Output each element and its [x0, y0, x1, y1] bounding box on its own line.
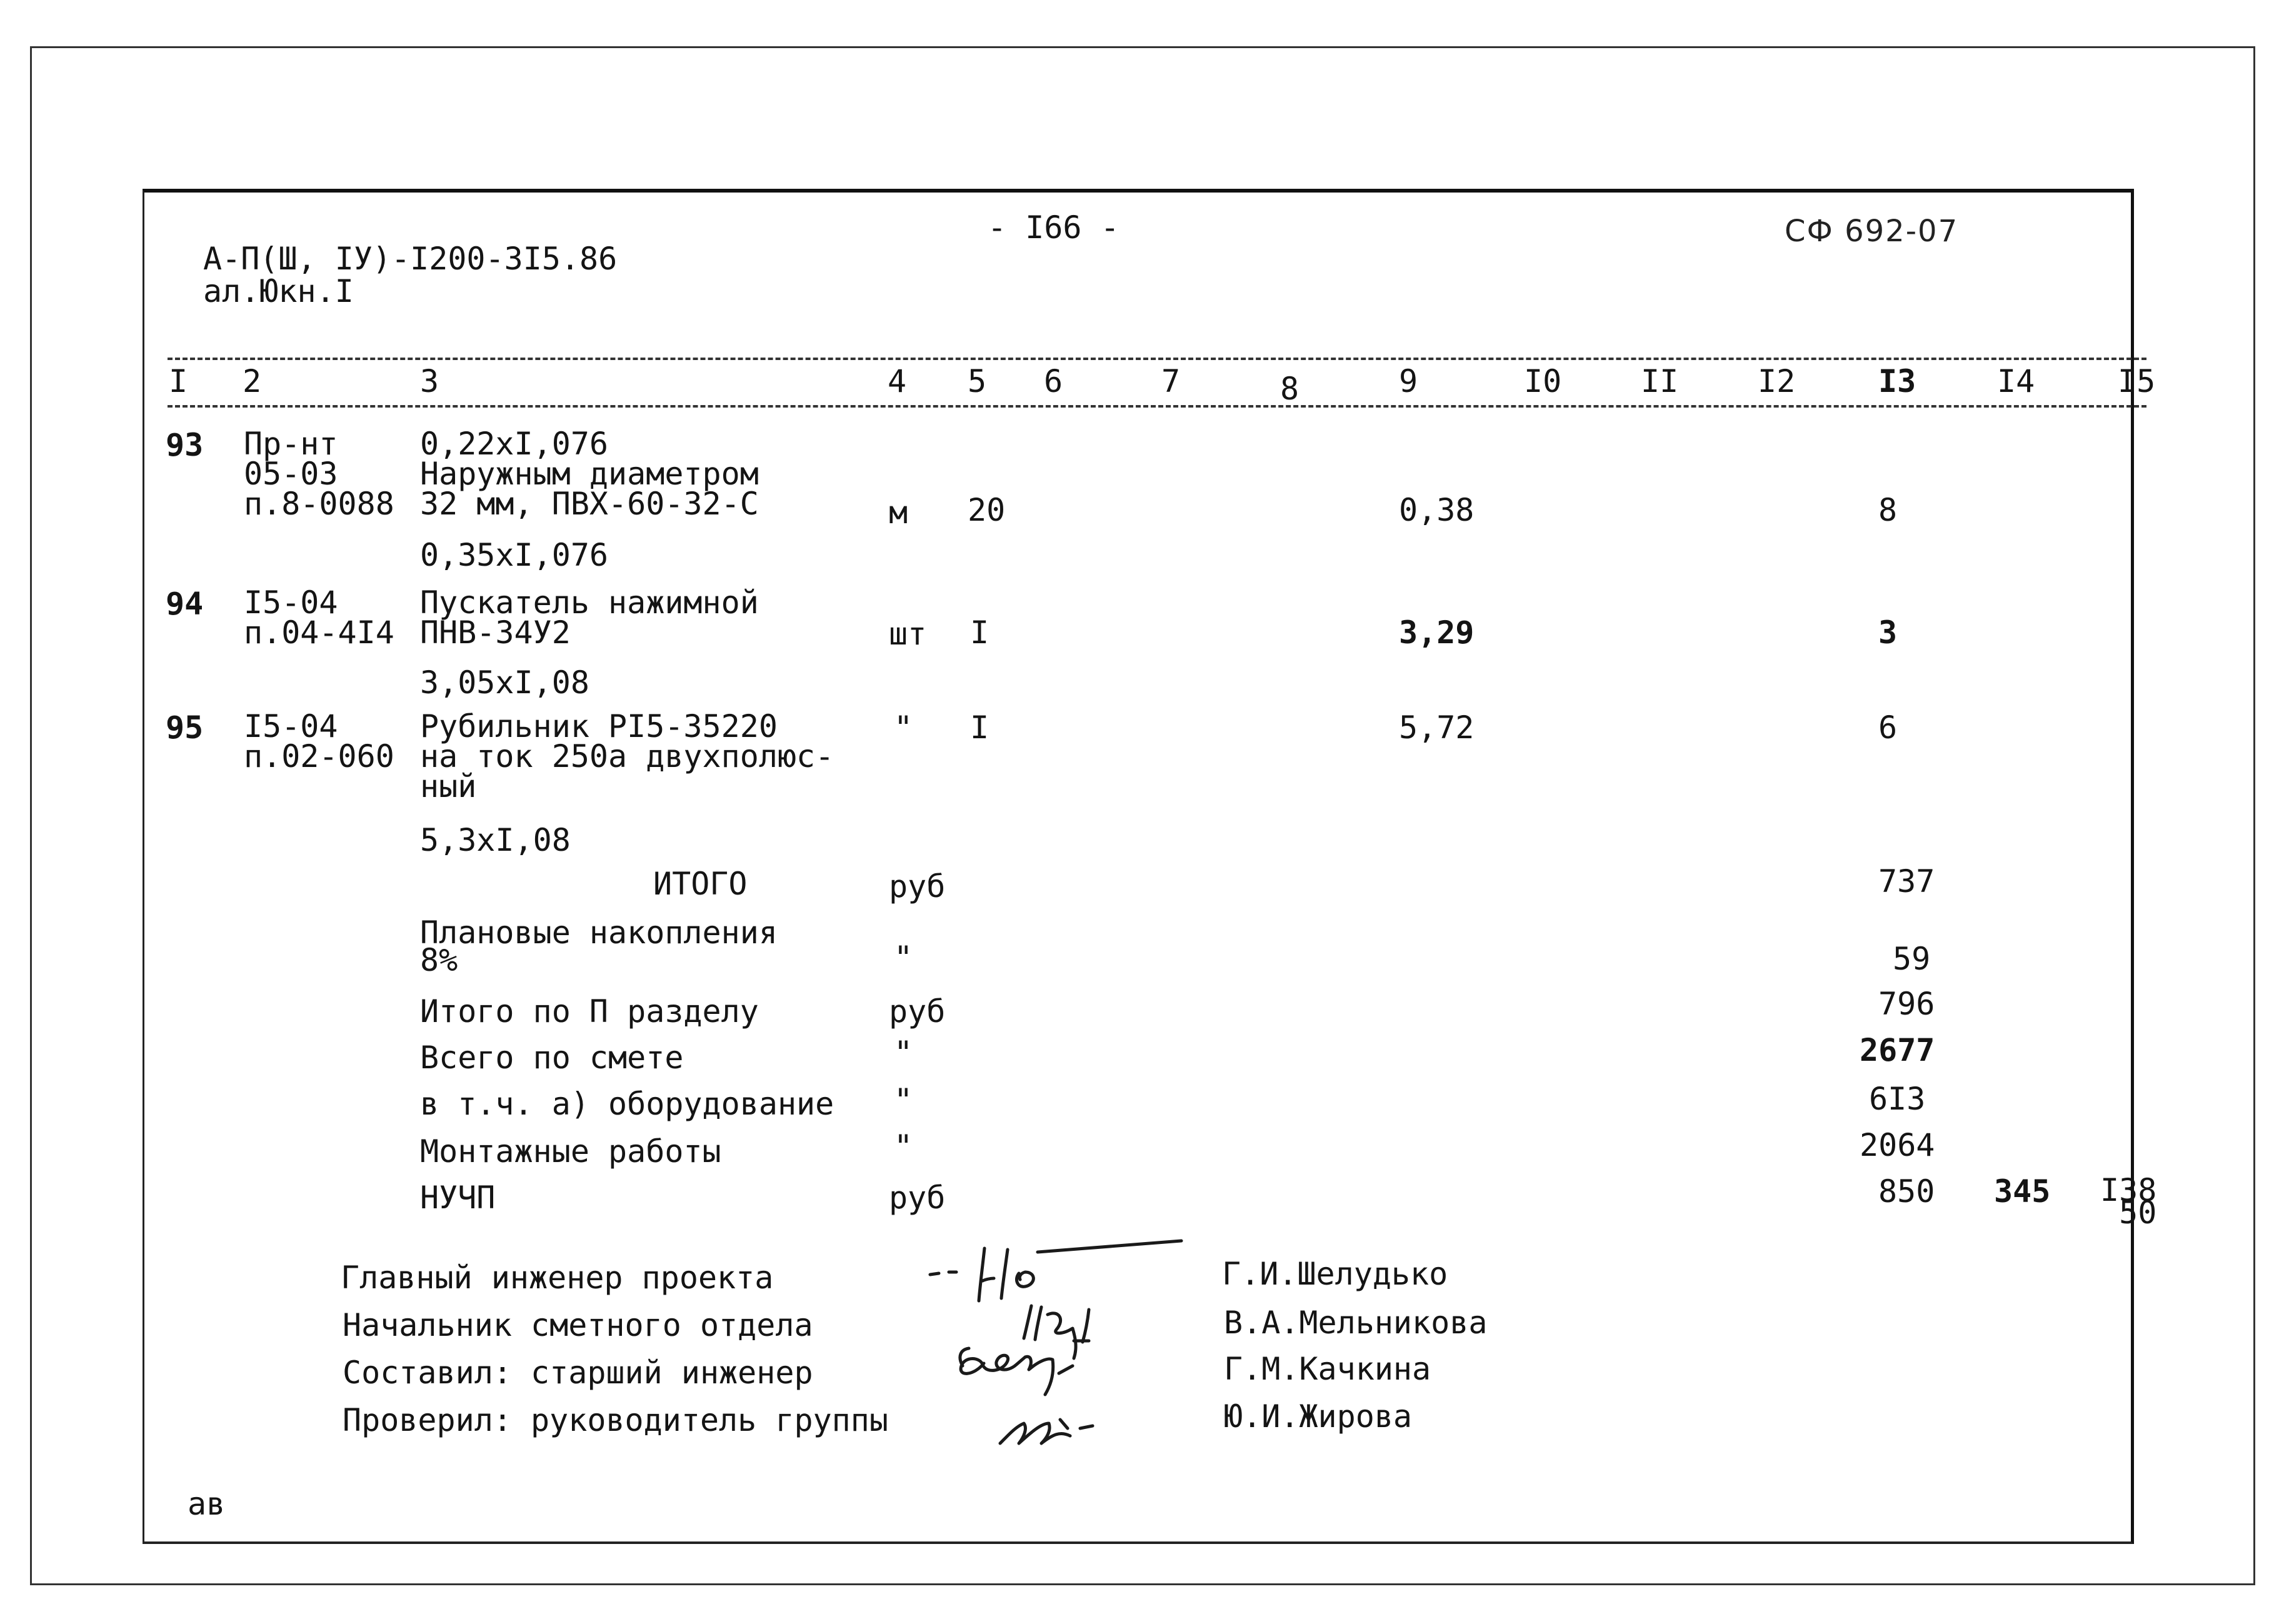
- header-rule-bottom: [168, 405, 2146, 408]
- col-header-9: 9: [1399, 363, 1418, 399]
- item-94-number: 94: [166, 586, 204, 622]
- signature-role-chief-engineer: Главный инженер проекта: [341, 1260, 774, 1296]
- item-93-name: 0,22хI,076 Наружным диаметром 32 мм, ПВХ-60-32-С: [420, 426, 759, 522]
- item-95-number: 95: [166, 709, 204, 746]
- total-nuchp-unit: руб: [889, 1180, 946, 1216]
- col-header-1: I: [169, 363, 188, 399]
- header-rule-top: [168, 358, 2146, 360]
- total-itogo-label: ИТОГО: [653, 866, 748, 902]
- item-93-code: Пр-нт 05-03 п.8-0088: [244, 426, 394, 522]
- doc-code: А-П(Ш, IУ)-I200-3I5.86: [203, 241, 618, 277]
- item-93-unit: м: [889, 494, 908, 531]
- item-93-total: 8: [1878, 492, 1898, 528]
- col-header-14: I4: [1997, 363, 2035, 399]
- total-section-label: Итого по П разделу: [420, 993, 759, 1030]
- item-94-total: 3: [1878, 614, 1898, 651]
- signature-role-checker: Проверил: руководитель группы: [343, 1402, 888, 1438]
- signature-name-checker: Ю.И.Жирова: [1224, 1398, 1413, 1435]
- signature-role-compiler: Составил: старший инженер: [343, 1355, 813, 1391]
- item-93-price: 0,38: [1399, 492, 1475, 528]
- total-estimate-value: 2677: [1860, 1032, 1935, 1068]
- col-header-12: I2: [1758, 363, 1796, 399]
- total-equipment-unit: ": [894, 1082, 913, 1118]
- col-header-2: 2: [243, 363, 262, 399]
- total-nuchp-col15: I38 50: [2100, 1172, 2157, 1231]
- item-95-qty: I: [970, 709, 989, 746]
- total-nuchp-col14: 345: [1994, 1173, 2051, 1210]
- total-equipment-label: в т.ч. а) оборудование: [420, 1086, 834, 1122]
- handwritten-signatures: [925, 1241, 1194, 1472]
- total-installation-value: 2064: [1860, 1127, 1935, 1163]
- signature-role-estimate-head: Начальник сметного отдела: [343, 1307, 813, 1343]
- album-number: ал.Юкн.I: [203, 273, 354, 309]
- item-95-price: 5,72: [1399, 709, 1475, 746]
- col-header-13: I3: [1878, 363, 1916, 399]
- total-nuchp-col13: 850: [1878, 1173, 1935, 1210]
- signature-name-compiler: Г.М.Качкина: [1224, 1351, 1431, 1387]
- col-header-10: I0: [1524, 363, 1562, 399]
- item-94-coef: 3,05хI,08: [420, 664, 589, 701]
- col-header-4: 4: [888, 363, 907, 399]
- col-header-7: 7: [1161, 363, 1181, 399]
- col-header-15: I5: [2118, 363, 2156, 399]
- signature-name-chief-engineer: Г.И.Шелудько: [1222, 1256, 1448, 1292]
- col-header-6: 6: [1044, 363, 1063, 399]
- total-section-unit: руб: [889, 993, 946, 1030]
- item-93-coef: 0,35хI,076: [420, 537, 609, 573]
- item-95-total: 6: [1878, 709, 1898, 746]
- footer-mark: ав: [188, 1486, 226, 1522]
- item-95-unit: ": [894, 709, 913, 746]
- total-planned-savings-value: 59: [1893, 941, 1931, 977]
- item-93-number: 93: [166, 427, 204, 463]
- col-header-11: II: [1641, 363, 1679, 399]
- total-planned-savings-label: Плановые накопления 8%: [420, 915, 778, 978]
- total-installation-unit: ": [894, 1128, 913, 1165]
- total-installation-label: Монтажные работы: [420, 1133, 721, 1170]
- item-94-name: Пускатель нажимной ПНВ-34У2: [420, 584, 759, 651]
- col-header-3: 3: [420, 363, 439, 399]
- total-estimate-unit: ": [894, 1035, 913, 1071]
- total-planned-savings-unit: ": [894, 940, 913, 976]
- col-header-8: 8: [1280, 371, 1300, 407]
- total-itogo-value: 737: [1878, 863, 1935, 900]
- item-95-coef: 5,3хI,08: [420, 822, 571, 858]
- item-95-code: I5-04 п.02-060: [244, 708, 394, 774]
- item-94-unit: шт: [889, 616, 927, 652]
- total-itogo-unit: руб: [889, 868, 946, 905]
- total-equipment-value: 6I3: [1869, 1081, 1926, 1117]
- handwritten-code: СФ 692-07: [1785, 214, 1959, 249]
- item-94-qty: I: [970, 614, 989, 651]
- total-nuchp-label: НУЧП: [420, 1180, 496, 1216]
- total-section-value: 796: [1878, 986, 1935, 1022]
- item-94-code: I5-04 п.04-4I4: [244, 584, 394, 651]
- col-header-5: 5: [968, 363, 987, 399]
- signature-name-estimate-head: В.А.Мельникова: [1224, 1305, 1488, 1341]
- page-number: - I66 -: [988, 209, 1119, 246]
- item-93-qty: 20: [968, 492, 1006, 528]
- item-94-price: 3,29: [1399, 614, 1475, 651]
- total-estimate-label: Всего по смете: [420, 1040, 684, 1076]
- item-95-name: Рубильник РI5-35220 на ток 250а двухполюс- ный: [420, 708, 834, 804]
